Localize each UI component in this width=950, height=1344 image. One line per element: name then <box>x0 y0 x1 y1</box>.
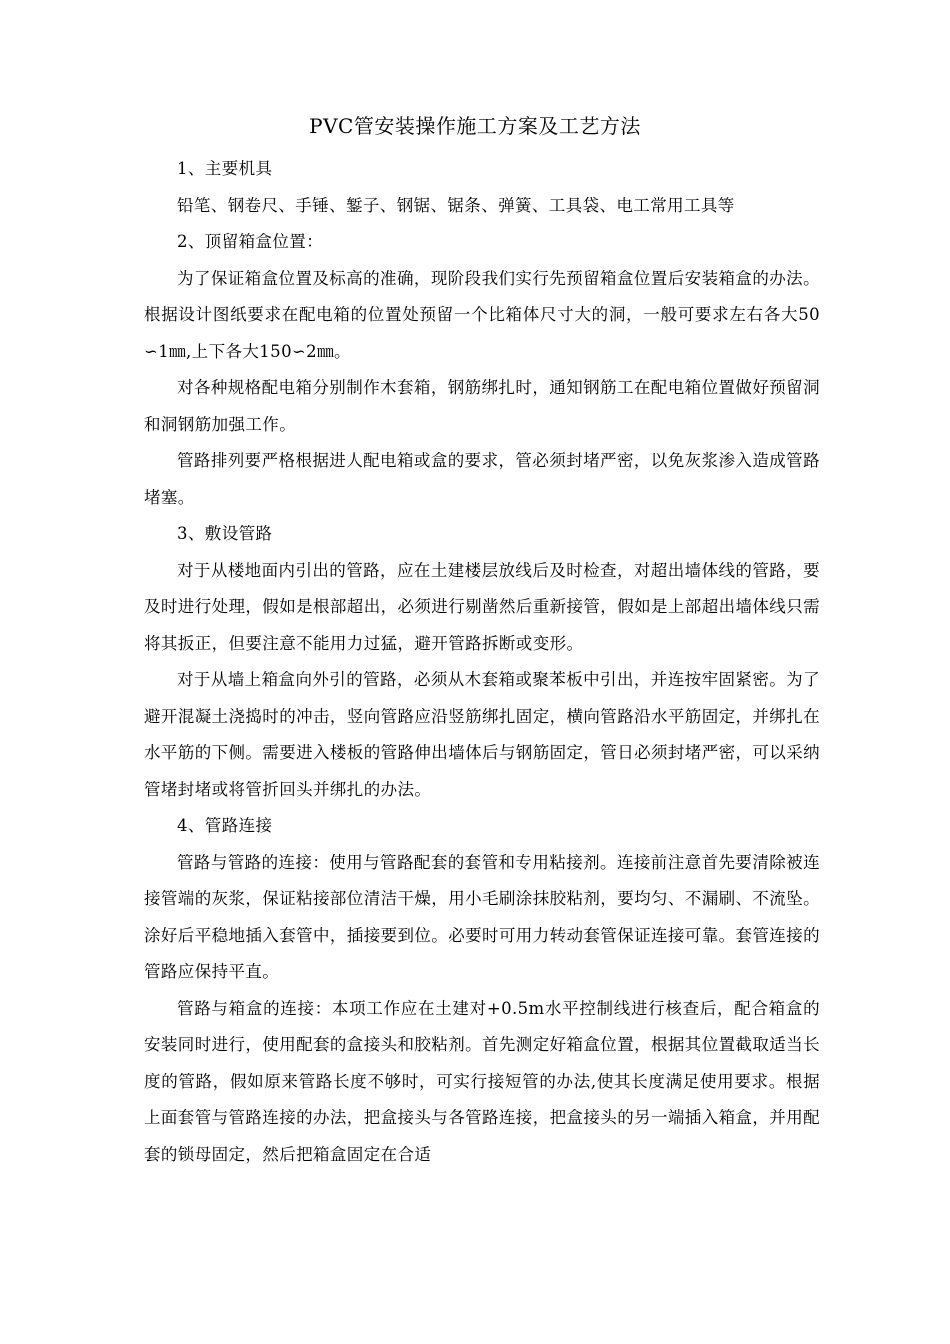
document-title: PVC管安装操作施工方案及工艺方法 <box>309 114 641 138</box>
heading-main-tools: 1、主要机具 <box>177 159 273 178</box>
paragraph-tools-list: 铅笔、钢卷尺、手锤、錾子、钢锯、锯条、弹簧、工具袋、电工常用工具等 <box>177 195 735 215</box>
paragraph-box-position: 为了保证箱盒位置及标高的准确，现阶段我们实行先预留箱盒位置后安装箱盒的办法。根据设计图纸要求在配电箱的位置处预留一个比箱体尺寸大的洞，一般可要求左右各大50∽1㎜,上下各大150∽2㎜。 <box>144 268 820 361</box>
paragraph-floor-pipes: 对于从楼地面内引出的管路，应在土建楼层放线后及时检查，对超出墙体线的管路，要及时进行处理，假如是根部超出，必须进行剔凿然后重新接管，假如是上部超出墙体线只需将其扳正，但要注意不能用力过猛，避开管路拆断或变形。 <box>144 560 820 653</box>
paragraph-pipe-to-pipe: 管路与管路的连接：使用与管路配套的套管和专用粘接剂。连接前注意首先要清除被连接管端的灰浆，保证粘接部位清洁干燥，用小毛刷涂抹胶粘剂，要均匀、不漏刷、不流坠。涂好后平稳地插入套管中，插接要到位。必要时可用力转动套管保证连接可靠。套管连接的管路应保持平直。 <box>144 852 820 981</box>
heading-reserve-box-position: 2、顶留箱盒位置： <box>177 232 324 251</box>
paragraph-pipe-arrangement: 管路排列要严格根据进人配电箱或盒的要求，管必须封堵严密，以免灰浆渗入造成管路堵塞。 <box>144 451 820 507</box>
paragraph-wooden-sleeve-box: 对各种规格配电箱分别制作木套箱，钢筋绑扎时，通知钢筋工在配电箱位置做好预留洞和洞钢筋加强工作。 <box>144 378 820 434</box>
document-body <box>144 151 820 1173</box>
heading-laying-pipes: 3、敷设管路 <box>177 524 273 543</box>
heading-pipe-connection: 4、管路连接 <box>177 816 273 835</box>
paragraph-pipe-to-box: 管路与箱盒的连接：本项工作应在土建对+0.5m水平控制线进行核查后，配合箱盒的安装同时进行，使用配套的盒接头和胶粘剂。首先测定好箱盒位置，根据其位置截取适当长度的管路，假如原来管路长度不够时，可实行接短管的办法,使其长度满足使用要求。根据上面套管与管路连接的办法，把盒接头与各管路连接，把盒接头的另一端插入箱盒，并用配套的锁母固定，然后把箱盒固定在合适 <box>144 998 820 1164</box>
paragraph-wall-pipes: 对于从墙上箱盒向外引的管路，必须从木套箱或聚苯板中引出，并连按牢固紧密。为了避开混凝土浇捣时的冲击，竖向管路应沿竖筋绑扎固定，横向管路沿水平筋固定，并绑扎在水平筋的下侧。需要进入楼板的管路伸出墙体后与钢筋固定，管日必须封堵严密，可以采纳管堵封堵或将管折回头并绑扎的办法。 <box>144 670 820 799</box>
